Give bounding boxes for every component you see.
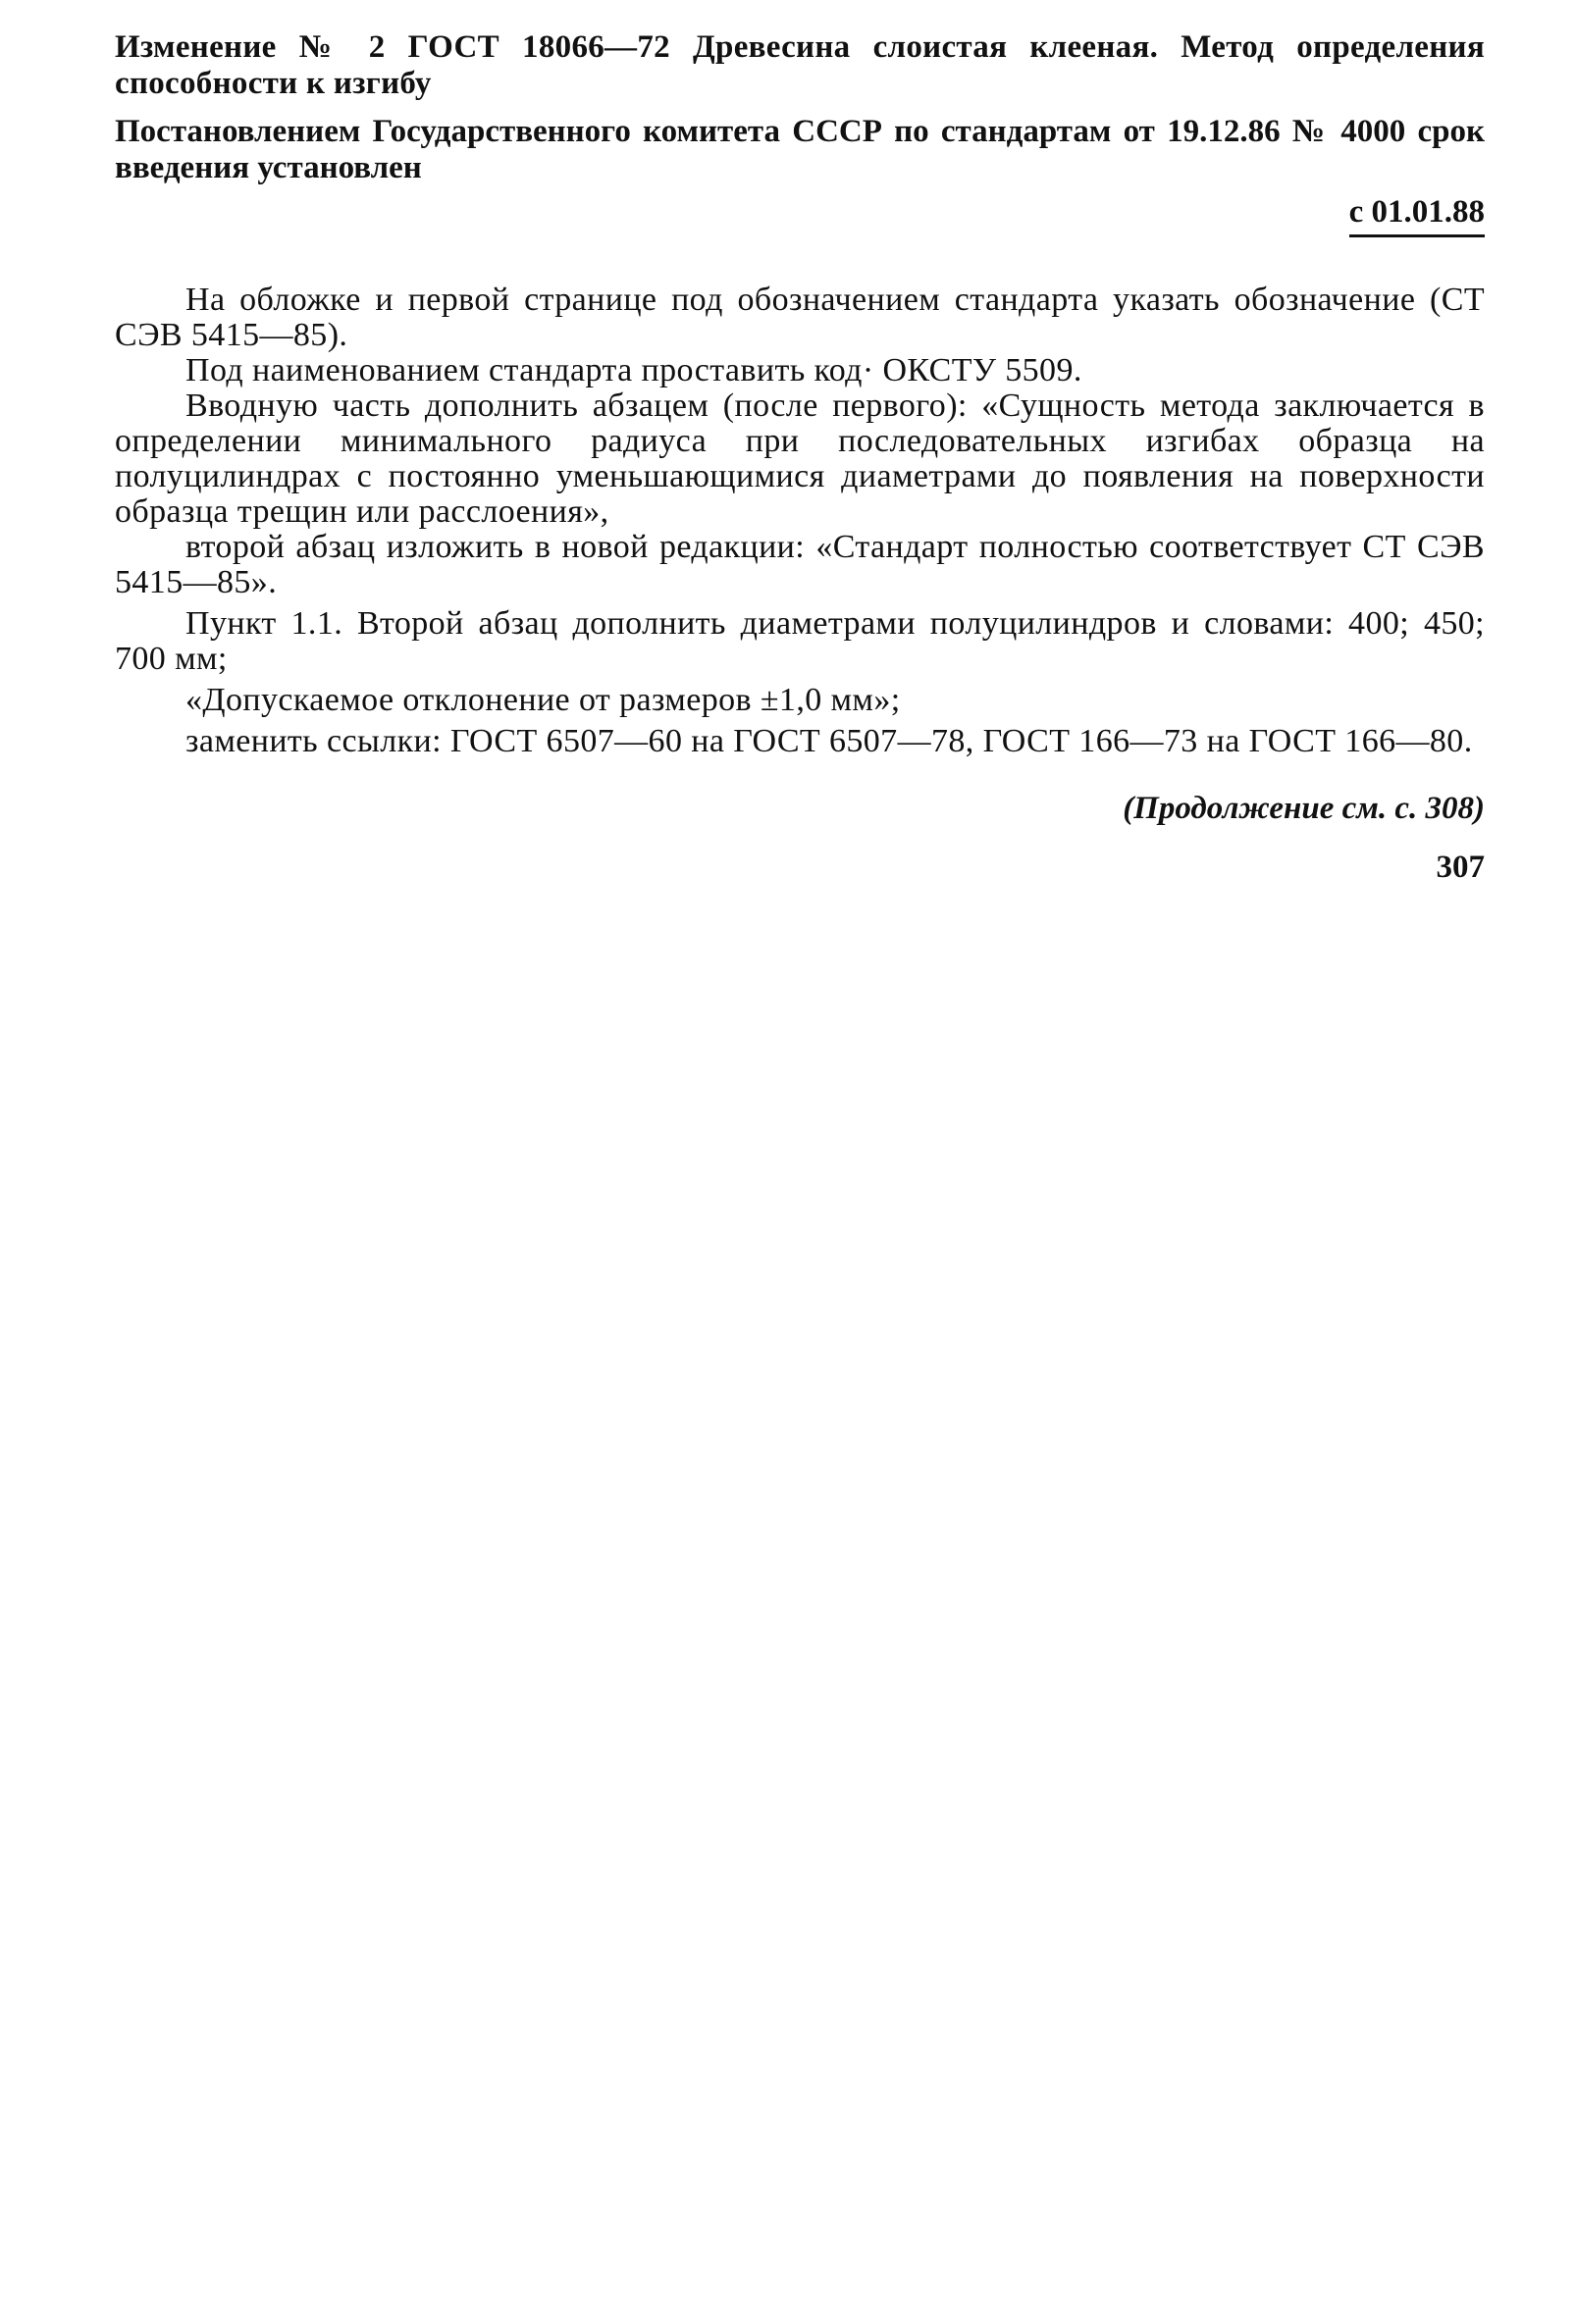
amendment-body [115, 283, 1485, 759]
paragraph-introduction: Вводную часть дополнить абзацем (после первого): «Сущность метода заключается в определении минимального радиуса при последовательных изгибах образца на полуцилиндрах с постоянно уменьшающимися диаметрами до появления на поверхности образца трещин или расслоения», [115, 387, 1485, 530]
paragraph-tolerance: «Допускаемое отклонение от размеров ±1,0 мм»; [185, 682, 901, 718]
effective-date-value: с 01.01.88 [1349, 194, 1485, 237]
paragraph-second-abstract: второй абзац изложить в новой редакции: «Стандарт полностью соответствует СТ СЭВ 5415—85». [115, 529, 1485, 600]
decree-statement: Постановлением Государственного комитета СССР по стандартам от 19.12.86 № 4000 срок введения установлен [115, 114, 1485, 185]
paragraph-item-1-1: Пункт 1.1. Второй абзац дополнить диаметрами полуцилиндров и словами: 400; 450; 700 мм; [115, 605, 1485, 677]
amendment-title: Изменение № 2 ГОСТ 18066—72 Древесина слоистая клееная. Метод определения способности к изгибу [115, 29, 1485, 101]
paragraph-okstu-code: Под наименованием стандарта проставить код· ОКСТУ 5509. [185, 352, 1082, 388]
paragraph-cover-designation: На обложке и первой странице под обозначением стандарта указать обозначение (СТ СЭВ 5415—85). [115, 282, 1485, 353]
continued-note: (Продолжение см. с. 308) [1123, 791, 1485, 826]
page-number: 307 [1436, 850, 1485, 885]
paragraph-references: заменить ссылки: ГОСТ 6507—60 на ГОСТ 6507—78, ГОСТ 166—73 на ГОСТ 166—80. [185, 723, 1473, 759]
document-page [115, 29, 1485, 885]
effective-date [115, 194, 1485, 237]
